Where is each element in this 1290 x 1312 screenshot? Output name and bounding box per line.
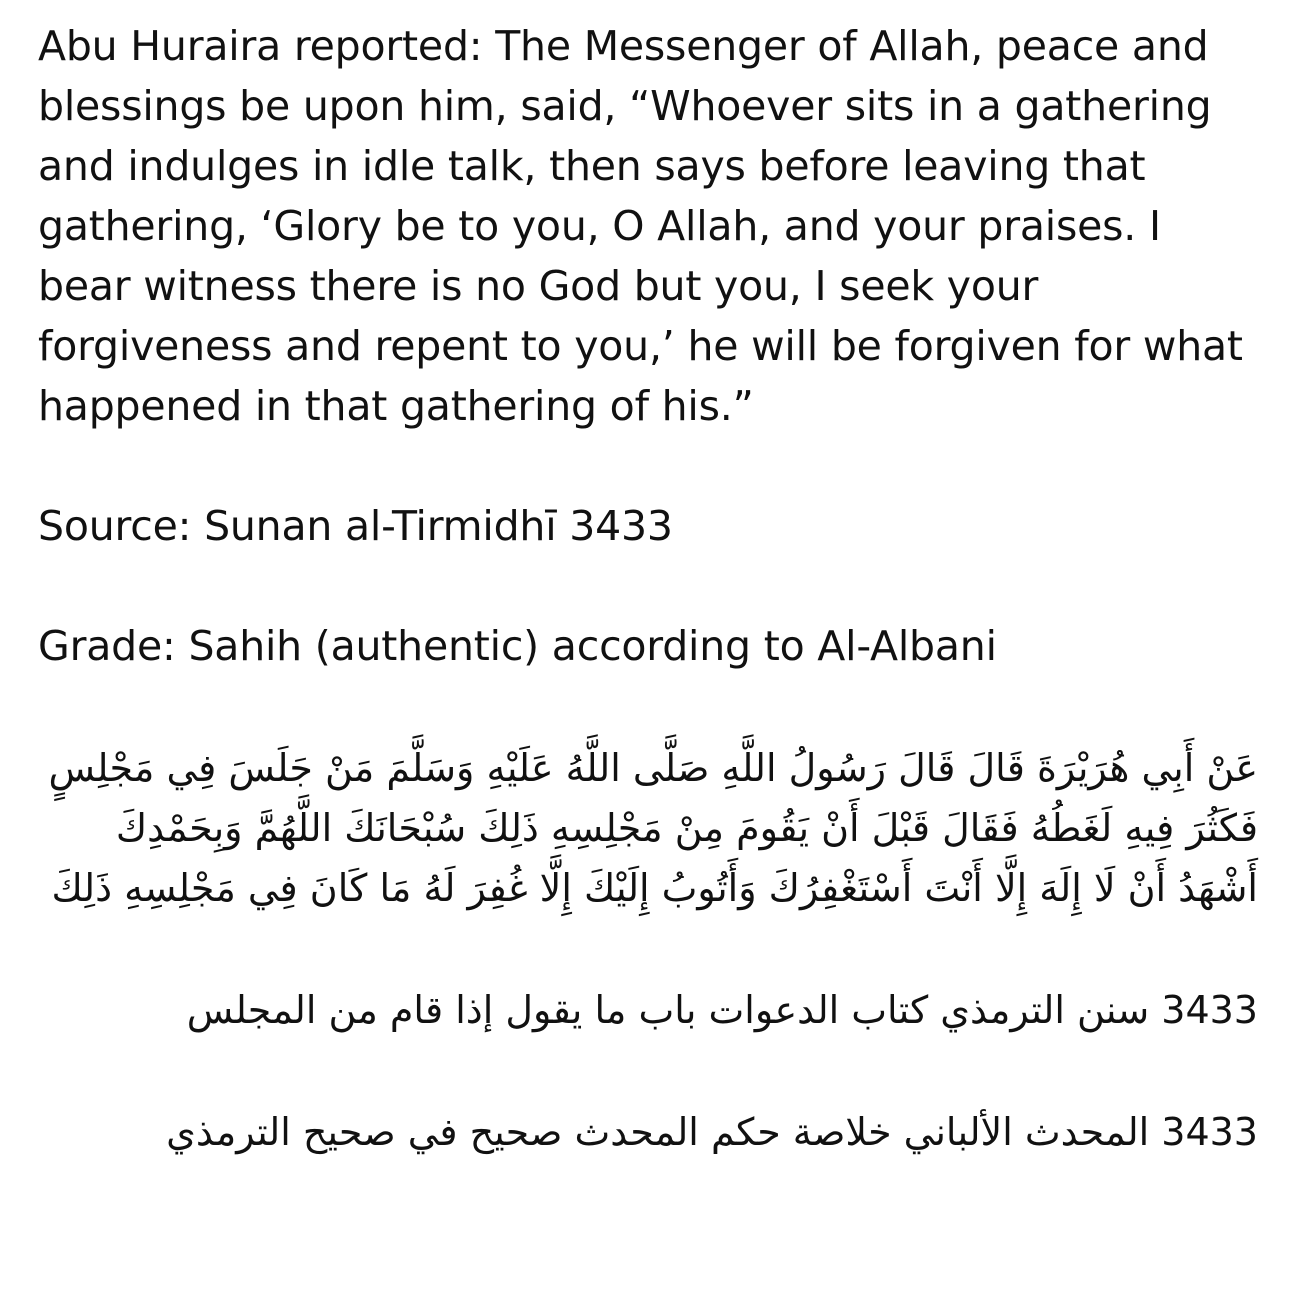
- hadith-arabic-source: 3433 سنن الترمذي كتاب الدعوات باب ما يقول إذا قام من المجلس: [186, 988, 1258, 1032]
- hadith-source: Source: Sunan al-Tirmidhī 3433: [38, 502, 673, 550]
- hadith-english-text: Abu Huraira reported: The Messenger of Allah, peace and blessings be upon him, said, “Whoever sits in a gathering and indulges in idle talk, then says before leaving that gathering, ‘Glory be to you, O Allah, and your praises. I bear witness there is no God but you, I seek your forgiveness and repent to you,’ he will be forgiven for what happened in that gathering of his.”: [38, 22, 1243, 430]
- hadith-grade: Grade: Sahih (authentic) according to Al-Albani: [38, 622, 997, 670]
- hadith-arabic-grade: 3433 المحدث الألباني خلاصة حكم المحدث صحيح في صحيح الترمذي: [166, 1110, 1258, 1154]
- hadith-arabic-text: عَنْ أَبِي هُرَيْرَةَ قَالَ قَالَ رَسُولُ اللَّهِ صَلَّى اللَّهُ عَلَيْهِ وَسَلَّمَ مَنْ جَلَسَ فِي مَجْلِسٍ فَكَثُرَ فِيهِ لَغَطُهُ فَقَالَ قَبْلَ أَنْ يَقُومَ مِنْ مَجْلِسِهِ ذَلِكَ سُبْحَانَكَ اللَّهُمَّ وَبِحَمْدِكَ أَشْهَدُ أَنْ لَا إِلَهَ إِلَّا أَنْتَ أَسْتَغْفِرُكَ وَأَتُوبُ إِلَيْكَ إِلَّا غُفِرَ لَهُ مَا كَانَ فِي مَجْلِسِهِ ذَلِكَ: [48, 746, 1258, 910]
- hadith-document: [38, 16, 1258, 1162]
